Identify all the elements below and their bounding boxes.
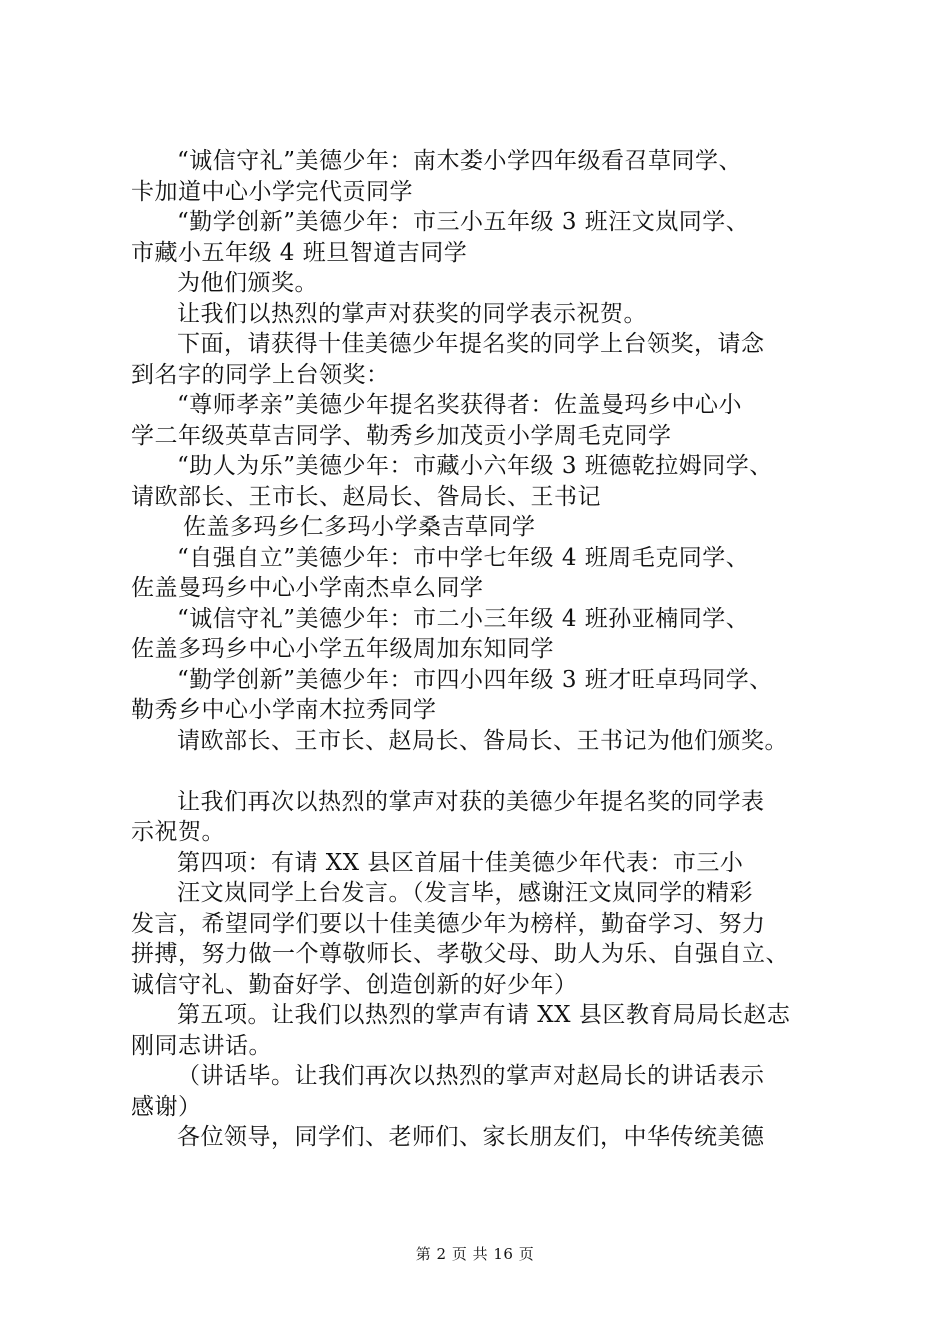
- text-line: 拼搏，努力做一个尊敬师长、孝敬父母、助人为乐、自强自立、: [131, 941, 789, 967]
- text-line: “自强自立”美德少年：市中学七年级 4 班周毛克同学、: [177, 544, 750, 571]
- text-line: “诚信守礼”美德少年：南木娄小学四年级看召草同学、: [177, 148, 743, 174]
- text-line: 佐盖多玛乡中心小学五年级周加东知同学: [131, 636, 554, 662]
- page-footer: 第 2 页 共 16 页: [415, 1245, 535, 1263]
- text-line: 诚信守礼、勤奋好学、创造创新的好少年）: [131, 971, 578, 998]
- text-line: 勒秀乡中心小学南木拉秀同学: [131, 697, 437, 723]
- text-line: 各位领导，同学们、老师们、家长朋友们，中华传统美德: [177, 1124, 765, 1150]
- text-line: 佐盖曼玛乡中心小学南杰卓么同学: [131, 575, 484, 601]
- text-line: 示祝贺。: [131, 819, 225, 845]
- text-line: 让我们以热烈的掌声对获奖的同学表示祝贺。: [177, 300, 647, 327]
- text-line: 为他们颁奖。: [177, 270, 318, 296]
- blank-line: [131, 756, 831, 787]
- text-line: “助人为乐”美德少年：市藏小六年级 3 班德乾拉姆同学、: [177, 453, 773, 479]
- text-line: 第四项：有请 XX 县区首届十佳美德少年代表：市三小: [177, 849, 744, 876]
- text-line: “尊师孝亲”美德少年提名奖获得者：佐盖曼玛乡中心小: [177, 392, 743, 418]
- text-line: 市藏小五年级 4 班旦智道吉同学: [131, 239, 468, 266]
- text-line: 到名字的同学上台领奖：: [131, 361, 390, 388]
- text-line: 下面，请获得十佳美德少年提名奖的同学上台领奖，请念: [177, 331, 765, 357]
- text-line: 让我们再次以热烈的掌声对获的美德少年提名奖的同学表: [177, 788, 765, 815]
- text-line: 学二年级英草吉同学、勒秀乡加茂贡小学周毛克同学: [131, 422, 672, 449]
- text-line: 刚同志讲话。: [131, 1032, 272, 1059]
- text-line: 感谢）: [131, 1093, 202, 1120]
- text-line: 发言，希望同学们要以十佳美德少年为榜样，勤奋学习、努力: [131, 910, 766, 937]
- text-line: 卡加道中心小学完代贡同学: [131, 178, 413, 205]
- text-line: “诚信守礼”美德少年：市二小三年级 4 班孙亚楠同学、: [177, 605, 750, 632]
- text-line: 请欧部长、王市长、赵局长、昝局长、王书记为他们颁奖。: [177, 727, 788, 754]
- text-line: 佐盖多玛乡仁多玛小学桑吉草同学: [183, 514, 536, 540]
- text-line: 汪文岚同学上台发言。（发言毕，感谢汪文岚同学的精彩: [177, 880, 753, 906]
- text-line: 请欧部长、王市长、赵局长、昝局长、王书记: [131, 483, 601, 510]
- body-text: [131, 146, 831, 1153]
- text-line: “勤学创新”美德少年：市四小四年级 3 班才旺卓玛同学、: [177, 666, 773, 693]
- text-line: “勤学创新”美德少年：市三小五年级 3 班汪文岚同学、: [177, 209, 750, 235]
- text-line: （讲话毕。让我们再次以热烈的掌声对赵局长的讲话表示: [177, 1063, 765, 1089]
- text-line: 第五项。让我们以热烈的掌声有请 XX 县区教育局局长赵志: [177, 1002, 791, 1028]
